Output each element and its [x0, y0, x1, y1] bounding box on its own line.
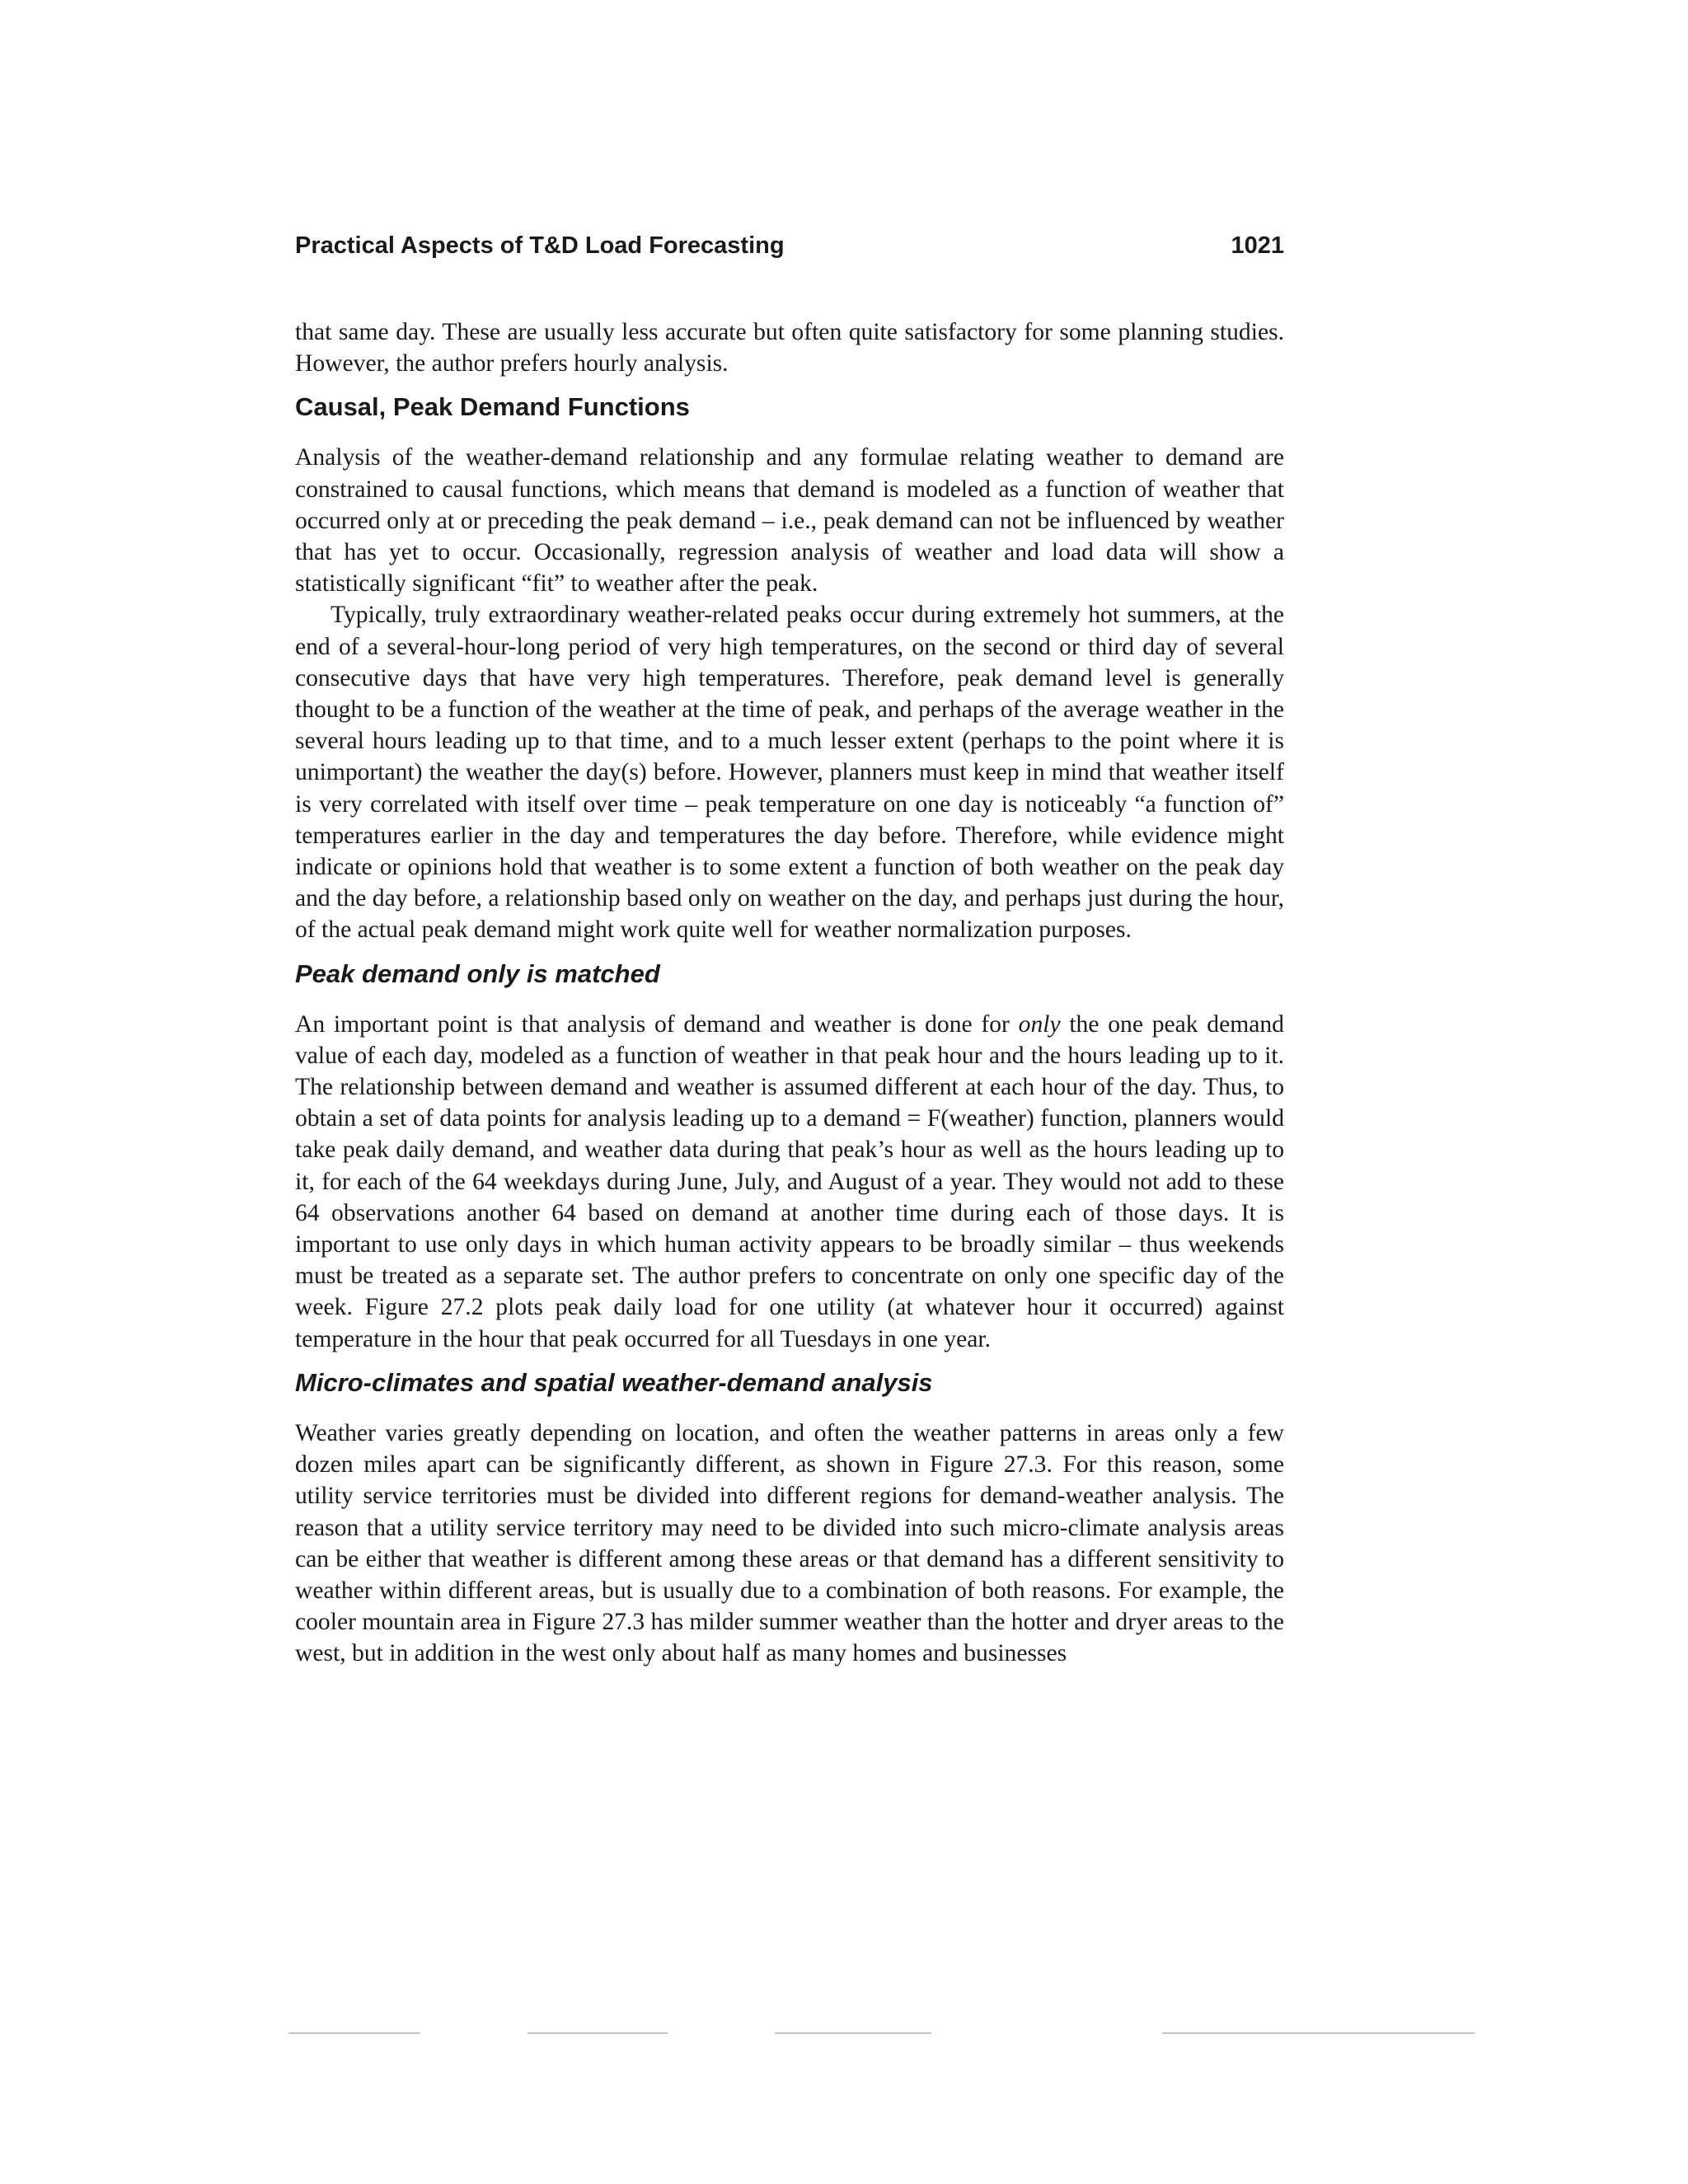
paragraph-extraordinary-peaks: Typically, truly extraordinary weather-related peaks occur during extremely hot summers, at the end of a several-hour-long period of very high temperatures, on the second or third day of several consecutive days that have very high temperatures. Therefore, peak demand level is generally thought to be a function of the weather at the time of peak, and perhaps of the average weather in the several hours leading up to that time, and to a much lesser extent (perhaps to the point where it is unimportant) the weather the day(s) before. However, planners must keep in mind that weather itself is very correlated with itself over time – peak temperature on one day is noticeably “a function of” temperatures earlier in the day and temperatures the day before. Therefore, while evidence might indicate or opinions hold that weather is to some extent a function of both weather on the peak day and the day before, a relationship based only on weather on the day, and perhaps just during the hour, of the actual peak demand might work quite well for weather normalization purposes. [295, 602, 1284, 944]
text-run: the one peak demand value of each day, modeled as a function of weather in that peak hour and the hours leading up to it. The relationship between demand and weather is assumed different at each hour of the day. Thus, to obtain a set of data points for analysis leading up to a demand = F(weather) function, planners would take peak daily demand, and weather data during that peak’s hour as well as the hours leading up to it, for each of the 64 weekdays during June, July, and August of a year. They would not add to these 64 observations another 64 based on demand at another time during each of those days. It is important to use only days in which human activity appears to be broadly similar – thus weekends must be treated as a separate set. The author prefers to concentrate on only one specific day of the week. Figure 27.2 plots peak daily load for one utility (at whatever hour it occurred) against temperature in the hour that peak occurred for all Tuesdays in one year. [295, 1010, 1284, 1352]
page-number: 1021 [1231, 232, 1284, 259]
subsection-heading-peak-demand: Peak demand only is matched [295, 958, 660, 988]
scan-artifact-line [1162, 2032, 1475, 2034]
section-heading-causal: Causal, Peak Demand Functions [295, 392, 690, 422]
page-body [295, 316, 1284, 1670]
running-title: Practical Aspects of T&D Load Forecasting [295, 232, 785, 259]
scan-artifact-line [775, 2032, 931, 2034]
paragraph-peak-demand-matched [295, 1009, 1284, 1355]
paragraph-micro-climates: Weather varies greatly depending on location, and often the weather patterns in areas only a few dozen miles apart can be significantly different, as shown in Figure 27.3. For this reason, some utility service territories must be divided into different regions for demand-weather analysis. The reason that a utility service territory may need to be divided into such micro-climate analysis areas can be either that weather is different among these areas or that demand has a different sensitivity to weather within different areas, but is usually due to a combination of both reasons. For example, the cooler mountain area in Figure 27.3 has milder summer weather than the hotter and dryer areas to the west, but in addition in the west only about half as many homes and businesses [295, 1419, 1284, 1667]
paragraph-causal-functions: Analysis of the weather-demand relationship and any formulae relating weather to demand are constrained to causal functions, which means that demand is modeled as a function of weather that occurred only at or preceding the peak demand – i.e., peak demand can not be influenced by weather that has yet to occur. Occasionally, regression analysis of weather and load data will show a statistically significant “fit” to weather after the peak. [295, 444, 1284, 598]
text-run: An important point is that analysis of demand and weather is done for [295, 1010, 1019, 1038]
paragraph-continued: that same day. These are usually less accurate but often quite satisfactory for some planning studies. However, the author prefers hourly analysis. [295, 319, 1284, 377]
scan-artifact-line [528, 2032, 668, 2034]
subsection-heading-micro-climates: Micro-climates and spatial weather-demand analysis [295, 1367, 933, 1397]
scan-artifact-line [288, 2032, 420, 2034]
running-header [295, 232, 1284, 274]
emphasis-only: only [1018, 1010, 1061, 1038]
